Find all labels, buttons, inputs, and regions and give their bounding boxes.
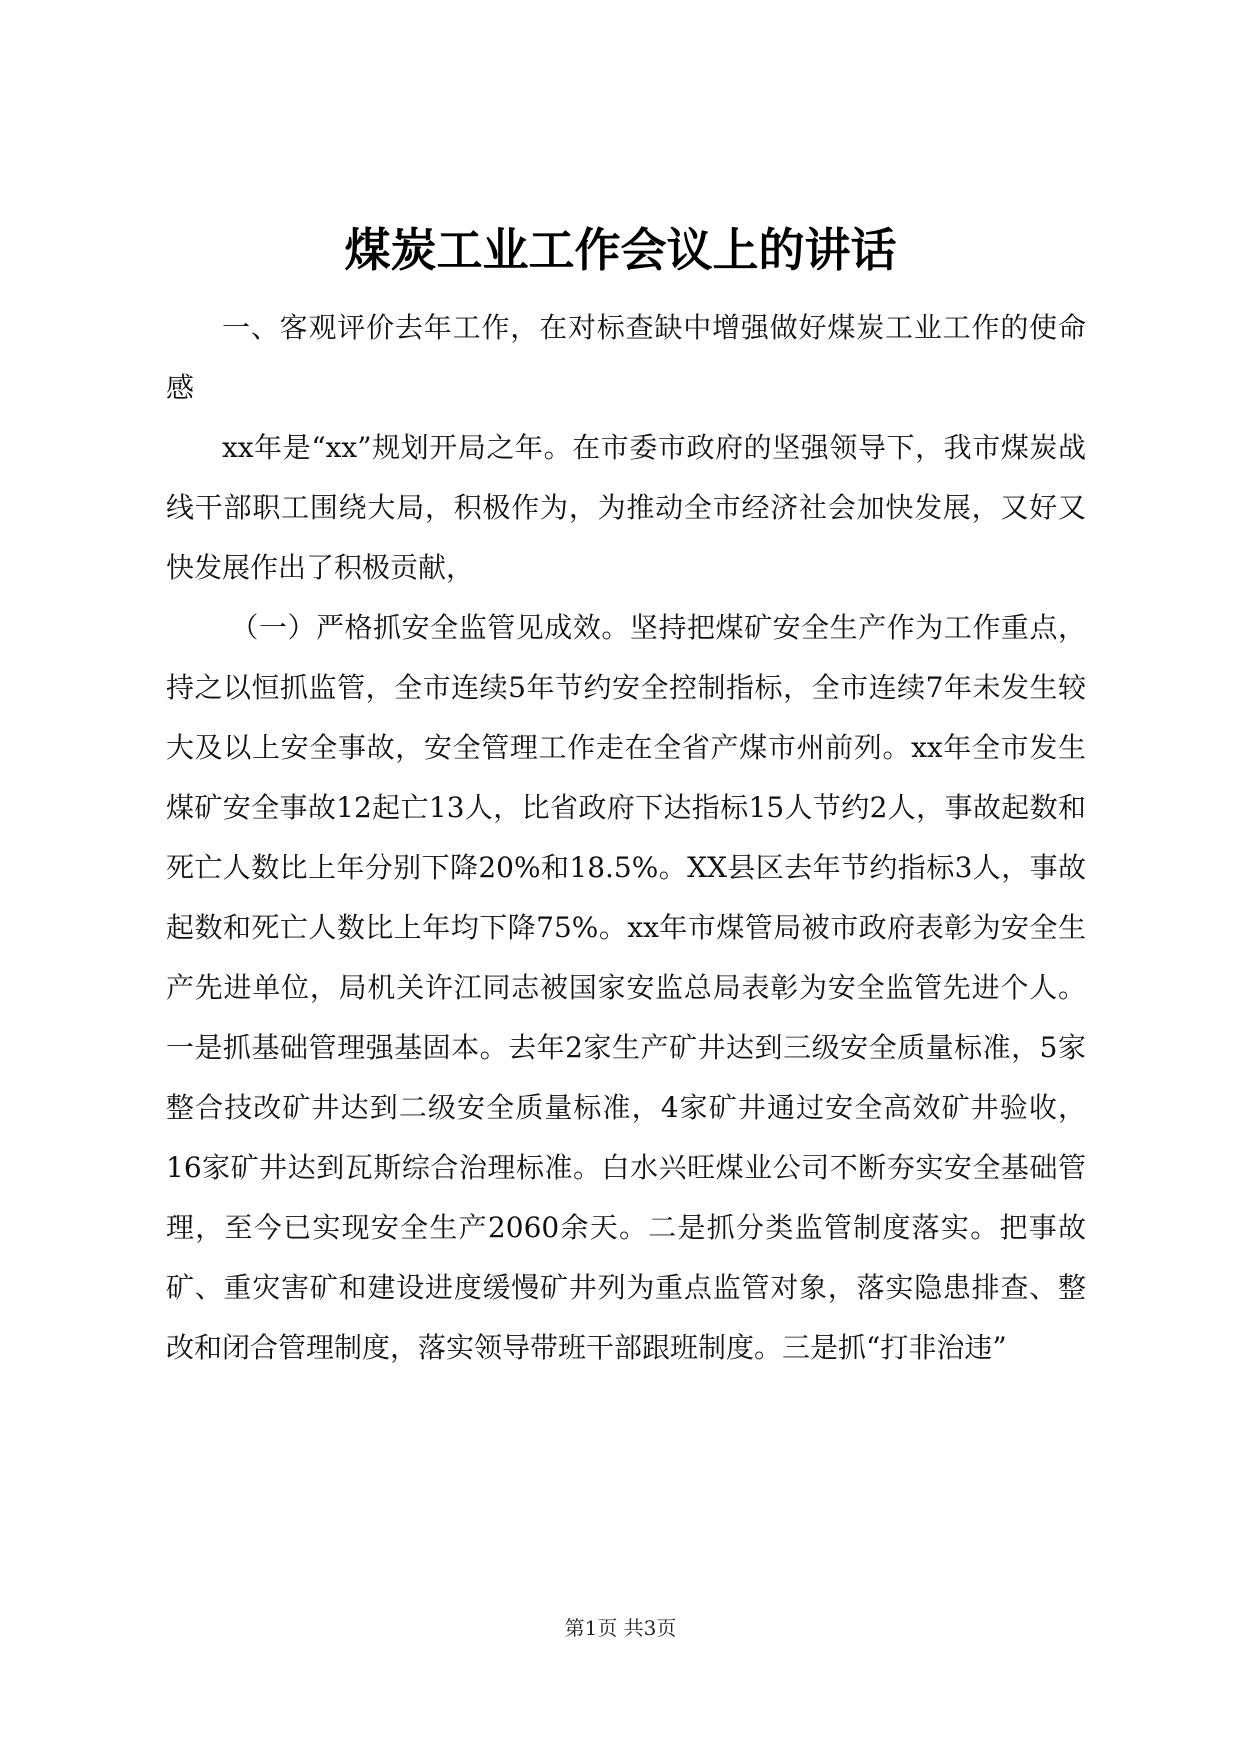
section-heading: 一、客观评价去年工作，在对标查缺中增强做好煤炭工业工作的使命感: [166, 311, 1086, 404]
body-paragraph: xx年是“xx”规划开局之年。在市委市政府的坚强领导下，我市煤炭战线干部职工围绕大局，积极作为，为推动全市经济社会加快发展，又好又快发展作出了积极贡献，: [166, 431, 1086, 584]
page-footer: [0, 1612, 1241, 1641]
document-body: [166, 298, 1086, 1378]
document-title: 煤炭工业工作会议上的讲话: [344, 223, 897, 277]
page-number: 第1页 共3页: [564, 1616, 677, 1640]
body-paragraph: （一）严格抓安全监管见成效。坚持把煤矿安全生产作为工作重点，持之以恒抓监管，全市连续5年节约安全控制指标，全市连续7年未发生较大及以上安全事故，安全管理工作走在全省产煤市州前列。xx年全市发生煤矿安全事故12起亡13人，比省政府下达指标15人节约2人，事故起数和死亡人数比上年分别下降20%和18.5%。XX县区去年节约指标3人，事故起数和死亡人数比上年均下降75%。xx年市煤管局被市政府表彰为安全生产先进单位，局机关许江同志被国家安监总局表彰为安全监管先进个人。一是抓基础管理强基固本。去年2家生产矿井达到三级安全质量标准，5家整合技改矿井达到二级安全质量标准，4家矿井通过安全高效矿井验收，16家矿井达到瓦斯综合治理标准。白水兴旺煤业公司不断夯实安全基础管理，至今已实现安全生产2060余天。二是抓分类监管制度落实。把事故矿、重灾害矿和建设进度缓慢矿井列为重点监管对象，落实隐患排查、整改和闭合管理制度，落实领导带班干部跟班制度。三是抓“打非治违”: [166, 611, 1086, 1364]
